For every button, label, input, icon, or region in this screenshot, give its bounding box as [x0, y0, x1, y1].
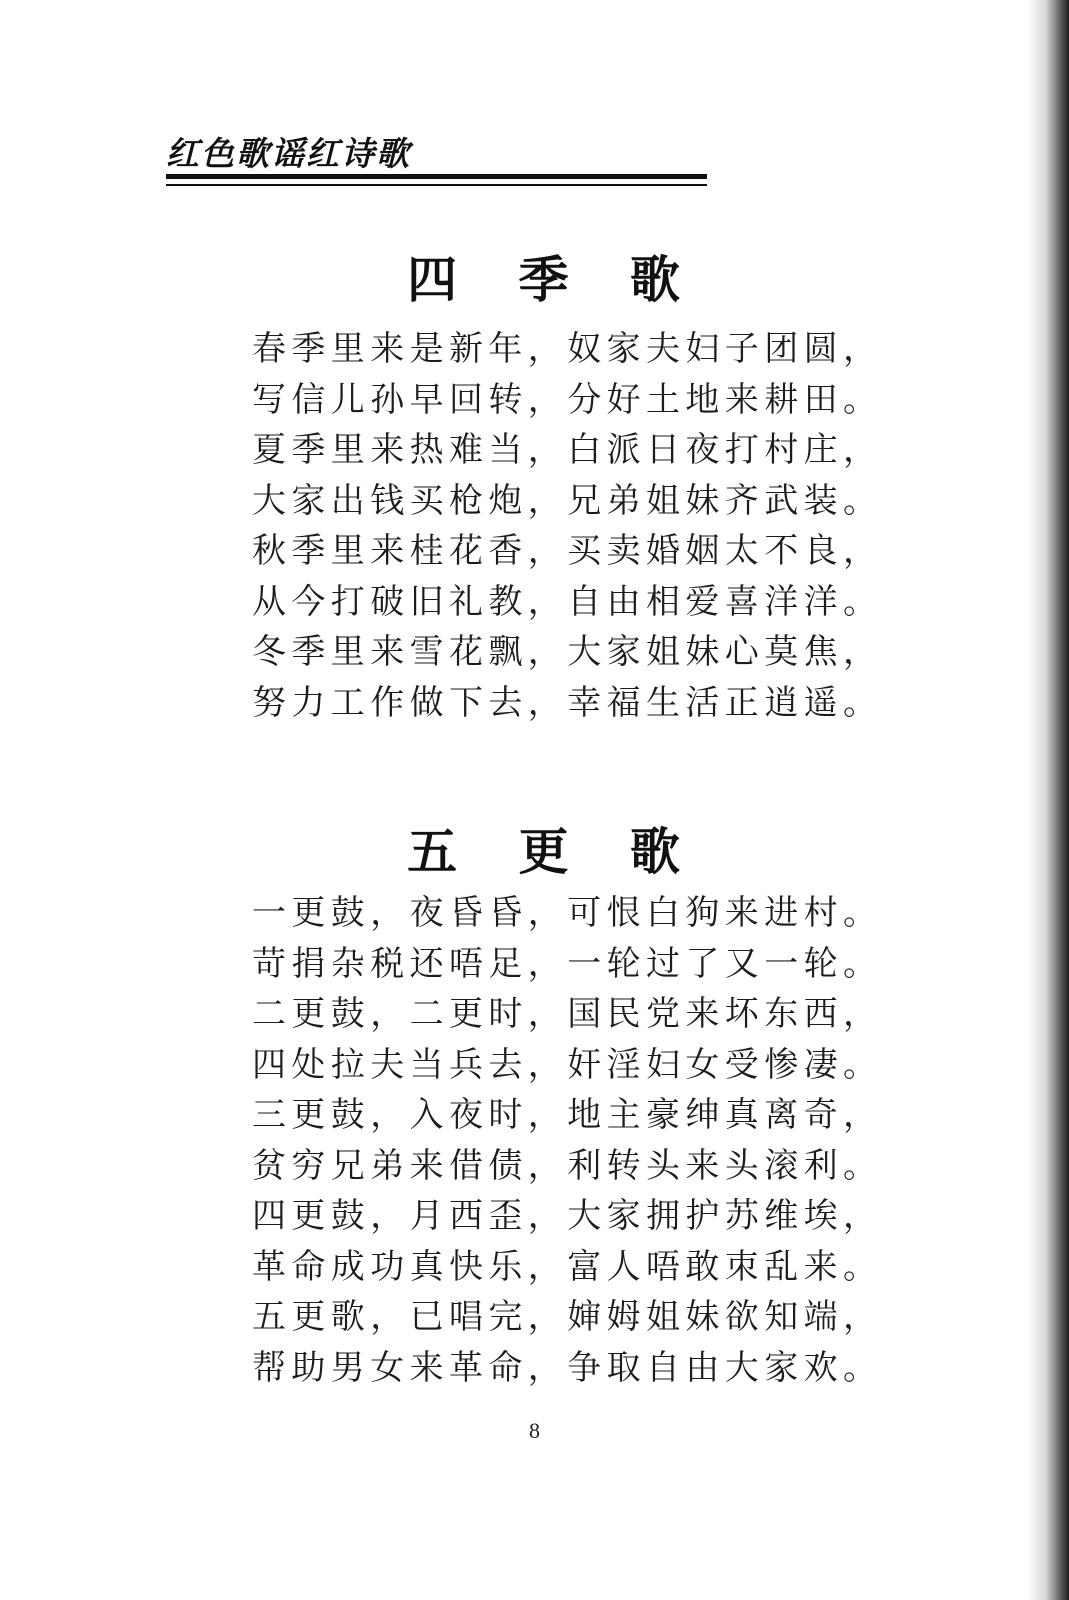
poem-body-four-seasons [252, 324, 883, 728]
running-header: 红色歌谣红诗歌 [166, 134, 411, 173]
poem-line: 二更鼓，二更时，国民党来坏东西， [252, 994, 883, 1034]
poem-line: 夏季里来热难当，白派日夜打村庄， [252, 430, 883, 470]
poem-body-five-watches [252, 888, 883, 1393]
poem-title-five-watches: 五 更 歌 [407, 822, 702, 881]
poem-line: 大家出钱买枪炮，兄弟姐妹齐武装。 [252, 480, 883, 521]
poem-line: 帮助男女来革命，争取自由大家欢。 [252, 1347, 883, 1388]
poem-line: 贫穷兄弟来借债，利转头来头滚利。 [252, 1145, 883, 1186]
poem-line: 从今打破旧礼教，自由相爱喜洋洋。 [252, 581, 883, 622]
poem-line: 写信儿孙早回转，分好土地来耕田。 [252, 379, 883, 420]
poem-line: 努力工作做下去，幸福生活正逍遥。 [252, 682, 883, 723]
poem-title-four-seasons: 四 季 歌 [407, 250, 702, 309]
poem-line: 三更鼓，入夜时，地主豪绅真离奇， [252, 1095, 883, 1135]
poem-line: 春季里来是新年，奴家夫妇子团圆， [252, 329, 883, 369]
poem-line: 四处拉夫当兵去，奸淫妇女受惨凄。 [252, 1044, 883, 1085]
header-rule-thin [166, 184, 707, 186]
page-number: 8 [529, 1418, 540, 1443]
poem-line: 一更鼓，夜昏昏，可恨白狗来进村。 [252, 893, 883, 933]
poem-line: 革命成功真快乐，富人唔敢朿乱来。 [252, 1246, 883, 1287]
poem-line: 五更歌，已唱完，婶姆姐妹欲知端， [252, 1297, 883, 1337]
poem-line: 四更鼓，月西歪，大家拥护苏维埃， [252, 1196, 883, 1236]
poem-line: 苛捐杂税还唔足，一轮过了又一轮。 [252, 943, 883, 984]
poem-line: 冬季里来雪花飘，大家姐妹心莫焦， [252, 632, 883, 672]
header-rule-thick [166, 174, 707, 179]
poem-line: 秋季里来桂花香，买卖婚姻太不良， [252, 531, 883, 571]
